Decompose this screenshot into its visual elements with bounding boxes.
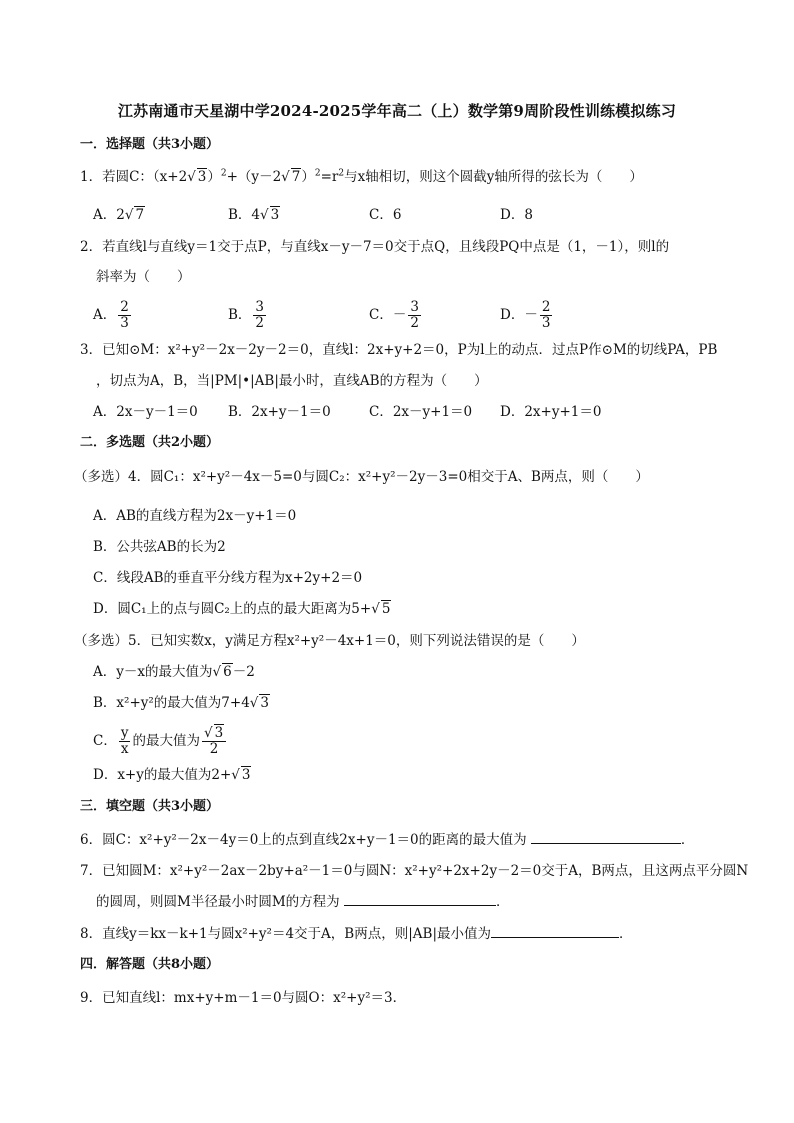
question-7-line1: 7．已知圆M：x²+y²－2ax－2by+a²－1＝0与圆N：x²+y²+2x+2y－2＝0交于A，B两点，且这两点平分圆N [80,863,749,879]
q5-option-a[interactable]: A．y－x的最大值为√ 6－2 [93,664,255,680]
q2-option-a[interactable]: A． $\frac{2}{3}$ [93,299,129,331]
q5-option-d[interactable]: D．x+y的最大值为2+√ 3 [93,767,251,783]
q4-option-b[interactable]: B．公共弦AB的长为2 [93,539,226,555]
question-4-stem: （多选）4．圆C₁：x²+y²－4x－5=0与圆C₂：x²+y²－2y－3=0相交于A、B两点，则（ ） [74,469,649,485]
q4-option-d[interactable]: D．圆C₁上的点与圆C₂上的点的最大距离为5+√ 5 [93,601,391,617]
q1-option-c[interactable]: C．6 [369,207,402,223]
question-1-stem: 1．若圆C：（x+2√ 3）$^2$+（y－2√ $7)^2=r^2$与x轴相切，则这个圆截y轴所得的弦长为（ ） [80,168,643,185]
q8-answer-blank[interactable] [491,923,619,938]
question-2-stem-line1: 2．若直线l与直线y＝1交于点P，与直线x－y－7＝0交于点Q，且线段PQ中点是（1，－1），则l的 [80,239,670,255]
q6-answer-blank[interactable] [531,829,681,844]
section-heading-choice: 一．选择题（共3小题） [80,137,220,152]
document-title: 江苏南通市天星湖中学2024-2025学年高二（上）数学第9周阶段性训练模拟练习 [117,102,677,120]
q1-option-a[interactable]: A．2√ 7 [93,207,145,223]
q2-option-b[interactable]: B． $\frac{3}{2}$ [228,299,265,331]
question-5-stem: （多选）5．已知实数x，y满足方程x²+y²－4x+1＝0，则下列说法错误的是（ ） [74,633,585,649]
q4-option-c[interactable]: C．线段AB的垂直平分线方程为x+2y+2＝0 [93,570,363,586]
question-7-line2: 的圆周，则圆M半径最小时圆M的方程为 ． [96,891,509,913]
section-heading-multi: 二．多选题（共2小题） [80,435,220,450]
q7-answer-blank[interactable] [344,891,496,906]
q5-option-b[interactable]: B．x²+y²的最大值为7+4√ 3 [93,695,269,711]
q2-option-c[interactable]: C．－ $\frac{3}{2}$ [369,299,419,331]
q3-option-c[interactable]: C．2x－y+1＝0 [369,404,473,420]
q3-option-b[interactable]: B．2x+y－1＝0 [228,404,331,420]
section-heading-answer: 四．解答题（共8小题） [80,957,220,972]
question-6: 6．圆C：x²+y²－2x－4y＝0上的点到直线2x+y－1＝0的距离的最大值为 ． [80,829,694,851]
q3-option-a[interactable]: A．2x－y－1＝0 [93,404,198,420]
q4-option-a[interactable]: A．AB的直线方程为2x－y+1＝0 [93,508,297,524]
question-9-stem: 9．已知直线l：mx+y+m－1＝0与圆O：x²+y²＝3． [80,990,407,1006]
q5-option-c[interactable]: C． $\frac{y}{x}$ 的最大值为 $\frac{√ 3}{2}$ [93,726,228,757]
question-3-stem-line1: 3．已知⊙M：x²+y²－2x－2y－2＝0，直线l：2x+y+2＝0，P为l上的动点．过点P作⊙M的切线PA，PB [80,342,718,358]
q3-option-d[interactable]: D．2x+y+1＝0 [500,404,602,420]
section-heading-fill: 三．填空题（共3小题） [80,799,220,814]
question-8: 8．直线y＝kx－k+1与圆x²+y²＝4交于A，B两点，则|AB|最小值为 ． [80,923,633,945]
question-2-stem-line2: 斜率为（ ） [96,269,191,285]
q1-option-d[interactable]: D．8 [500,207,533,223]
q1-option-b[interactable]: B．4√ 3 [228,207,280,223]
q2-option-d[interactable]: D．－ $\frac{2}{3}$ [500,299,551,331]
question-3-stem-line2: ，切点为A，B，当|PM|•|AB|最小时，直线AB的方程为（ ） [96,373,488,389]
